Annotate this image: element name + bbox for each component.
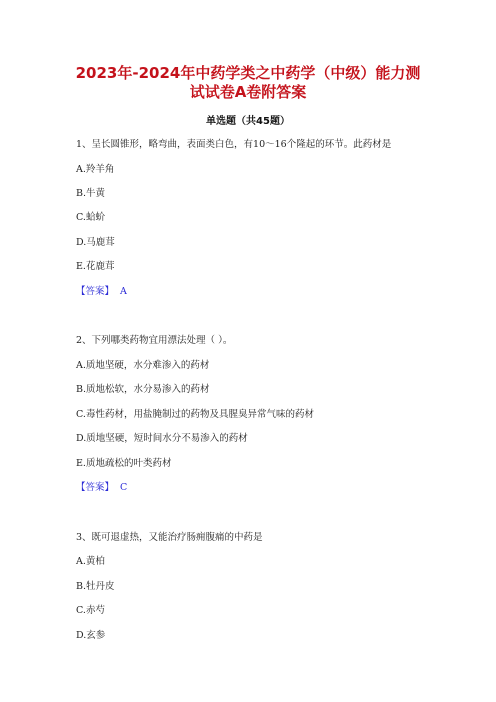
question-1-option-c: C.蛤蚧 [76, 212, 105, 223]
answer-tag: 【答案】 [76, 286, 115, 297]
question-2-option-c: C.毒性药材，用盐腌制过的药物及具腥臭异常气味的药材 [76, 409, 314, 420]
question-2-stem: 2、下列哪类药物宜用漂法处理（ ）。 [76, 335, 233, 346]
question-3-option-a: A.黄柏 [76, 556, 105, 567]
question-3-option-b: B.牡丹皮 [76, 581, 115, 592]
answer-value: A [120, 286, 127, 297]
question-1-option-d: D.马鹿茸 [76, 237, 115, 248]
question-1-option-e: E.花鹿茸 [76, 261, 115, 272]
question-2-answer [76, 479, 127, 493]
document-title-line-1: 2023年-2024年中药学类之中药学（中级）能力测 [75, 64, 421, 82]
question-2-option-d: D.质地坚硬，短时间水分不易渗入的药材 [76, 433, 248, 444]
question-3-option-d: D.玄参 [76, 630, 106, 641]
section-heading: 单选题（共45题） [206, 116, 290, 127]
document-title-line-2: 试试卷A卷附答案 [189, 83, 307, 101]
question-2-option-e: E.质地疏松的叶类药材 [76, 458, 172, 469]
question-1-option-a: A.羚羊角 [76, 164, 115, 175]
question-1-stem: 1、呈长圆锥形，略弯曲，表面类白色，有10～16个隆起的环节。此药材是 [76, 139, 392, 150]
question-2-option-b: B.质地松软，水分易渗入的药材 [76, 384, 210, 395]
question-3-stem: 3、既可退虚热，又能治疗肠痈腹痛的中药是 [76, 532, 263, 543]
question-3-option-c: C.赤芍 [76, 605, 105, 616]
answer-value: C [120, 482, 128, 493]
question-1-answer [76, 283, 127, 297]
question-1-option-b: B.牛黄 [76, 188, 106, 199]
question-2-option-a: A.质地坚硬，水分难渗入的药材 [76, 360, 210, 371]
answer-tag: 【答案】 [76, 482, 115, 493]
